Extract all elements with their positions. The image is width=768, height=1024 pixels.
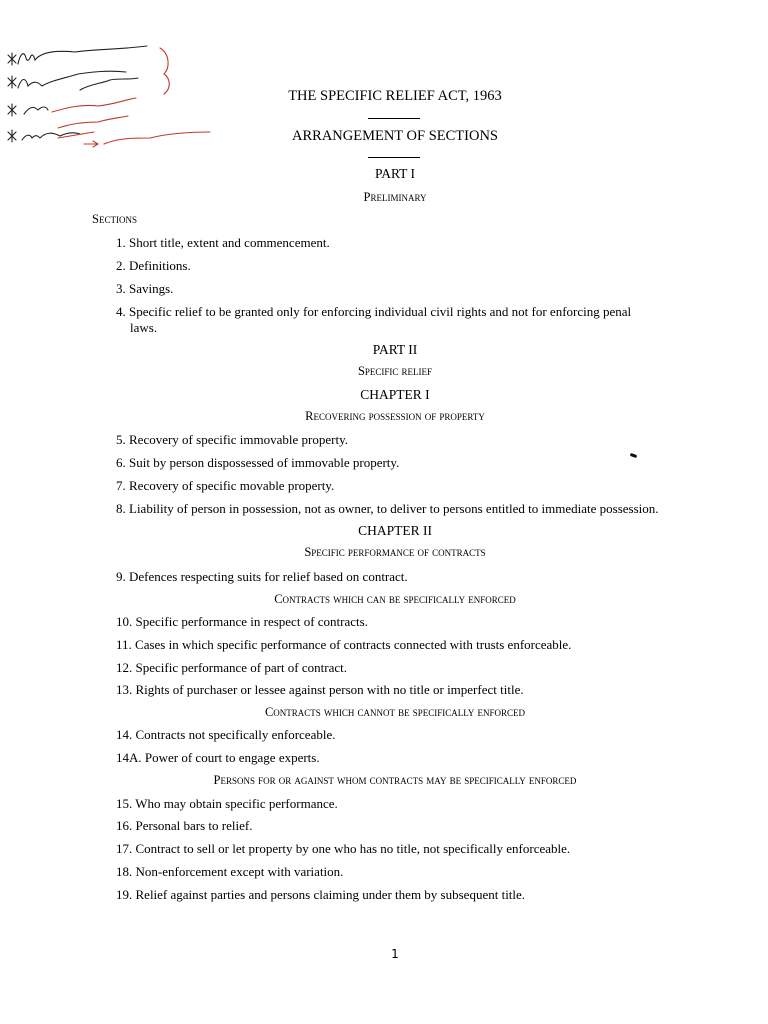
chapter-2-heading: CHAPTER II <box>358 523 432 538</box>
chapter-1-subtitle: Recovering possession of property <box>305 409 485 423</box>
page-number: 1 <box>391 947 399 961</box>
arrangement-divider <box>368 157 420 158</box>
chapter-2-subtitle: Specific performance of contracts <box>304 545 486 559</box>
ink-mark <box>630 453 638 458</box>
act-title: THE SPECIFIC RELIEF ACT, 1963 <box>288 88 502 104</box>
section-item: 7. Recovery of specific movable property. <box>116 478 335 493</box>
section-item: 16. Personal bars to relief. <box>116 818 253 833</box>
section-item: 14. Contracts not specifically enforceable. <box>116 727 336 742</box>
section-item: 14A. Power of court to engage experts. <box>116 750 320 765</box>
section-item: 17. Contract to sell or let property by one who has no title, not specifically enforceable. <box>116 841 571 856</box>
section-item-line: 4. Specific relief to be granted only for enforcing individual civil rights and not for enforcing penal <box>116 304 632 319</box>
section-item: 8. Liability of person in possession, not as owner, to deliver to persons entitled to immediate possession. <box>116 501 659 516</box>
section-item: 2. Definitions. <box>116 258 191 273</box>
section-item: 18. Non-enforcement except with variation. <box>116 864 344 879</box>
chapter-1-heading: CHAPTER I <box>360 387 430 402</box>
section-item: 6. Suit by person dispossessed of immovable property. <box>116 455 400 470</box>
subheading-enforceable: Contracts which can be specifically enforced <box>274 592 516 606</box>
section-item: 13. Rights of purchaser or lessee against person with no title or imperfect title. <box>116 682 524 697</box>
section-item: 5. Recovery of specific immovable property. <box>116 432 348 447</box>
section-item-line: laws. <box>130 320 158 335</box>
section-item <box>116 304 696 336</box>
part-2-heading: PART II <box>372 342 418 357</box>
section-item: 9. Defences respecting suits for relief based on contract. <box>116 569 408 584</box>
section-item: 19. Relief against parties and persons claiming under them by subsequent title. <box>116 887 526 902</box>
subheading-persons: Persons for or against whom contracts may be specifically enforced <box>213 773 577 787</box>
subheading-not-enforceable: Contracts which cannot be specifically enforced <box>264 705 526 719</box>
section-item: 10. Specific performance in respect of contracts. <box>116 614 368 629</box>
section-item: 3. Savings. <box>116 281 174 296</box>
part-2-subtitle: Specific relief <box>357 364 433 378</box>
section-item: 15. Who may obtain specific performance. <box>116 796 338 811</box>
arrangement-heading: ARRANGEMENT OF SECTIONS <box>292 128 498 144</box>
title-divider <box>368 118 420 119</box>
handwritten-notes <box>0 40 240 180</box>
part-1-heading: PART I <box>374 166 416 181</box>
part-1-subtitle: Preliminary <box>363 190 427 204</box>
sections-label: Sections <box>92 212 137 226</box>
section-item: 12. Specific performance of part of contract. <box>116 660 348 675</box>
section-item: 11. Cases in which specific performance of contracts connected with trusts enforceable. <box>116 637 572 652</box>
section-item: 1. Short title, extent and commencement. <box>116 235 330 250</box>
